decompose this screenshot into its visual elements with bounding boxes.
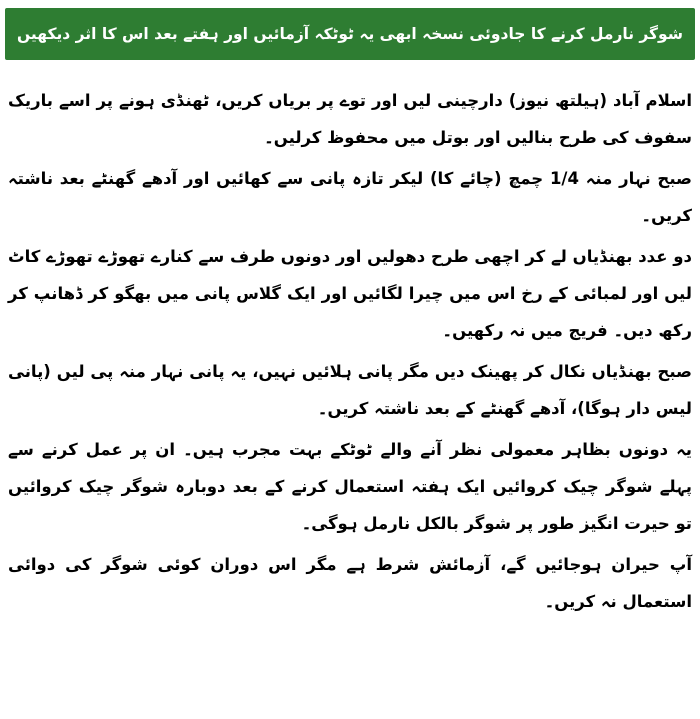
article-body xyxy=(8,82,692,624)
article-paragraph-4: صبح بھنڈیاں نکال کر پھینک دیں مگر پانی ہلائیں نہیں، یہ پانی نہار منہ پی لیں (پانی لیس دار ہوگا)، آدھے گھنٹے کے بعد ناشتہ کریں۔ xyxy=(8,362,692,418)
headline-banner xyxy=(5,8,695,60)
article-paragraph-6: آپ حیران ہوجائیں گے، آزمائش شرط ہے مگر اس دوران کوئی شوگر کی دوائی استعمال نہ کریں۔ xyxy=(8,555,692,611)
article-paragraph-5: یہ دونوں بظاہر معمولی نظر آنے والے ٹوٹکے بہت مجرب ہیں۔ ان پر عمل کرنے سے پہلے شوگر چیک کروائیں ایک ہفتہ استعمال کرنے کے بعد دوبارہ شوگر چیک کروائیں تو حیرت انگیز طور پر شوگر بالکل نارمل ہوگی۔ xyxy=(8,440,692,533)
headline-title: شوگر نارمل کرنے کا جادوئی نسخہ ابھی یہ ٹوٹکہ آزمائیں اور ہفتے بعد اس کا اثر دیکھیں xyxy=(16,25,684,43)
article-paragraph-1: اسلام آباد (ہیلتھ نیوز) دارچینی لیں اور توے پر بریاں کریں، ٹھنڈی ہونے پر اسے باریک سفوف کی طرح بنالیں اور بوتل میں محفوظ کرلیں۔ xyxy=(8,91,692,147)
article-paragraph-2: صبح نہار منہ 1/4 چمچ (چائے کا) لیکر تازہ پانی سے کھائیں اور آدھے گھنٹے بعد ناشتہ کریں۔ xyxy=(8,169,692,225)
article-paragraph-3: دو عدد بھنڈیاں لے کر اچھی طرح دھولیں اور دونوں طرف سے کنارے تھوڑے تھوڑے کاٹ لیں اور لمبائی کے رخ اس میں چیرا لگائیں اور ایک گلاس پانی میں بھگو کر ڈھانپ کر رکھ دیں۔ فریج میں نہ رکھیں۔ xyxy=(8,247,692,340)
